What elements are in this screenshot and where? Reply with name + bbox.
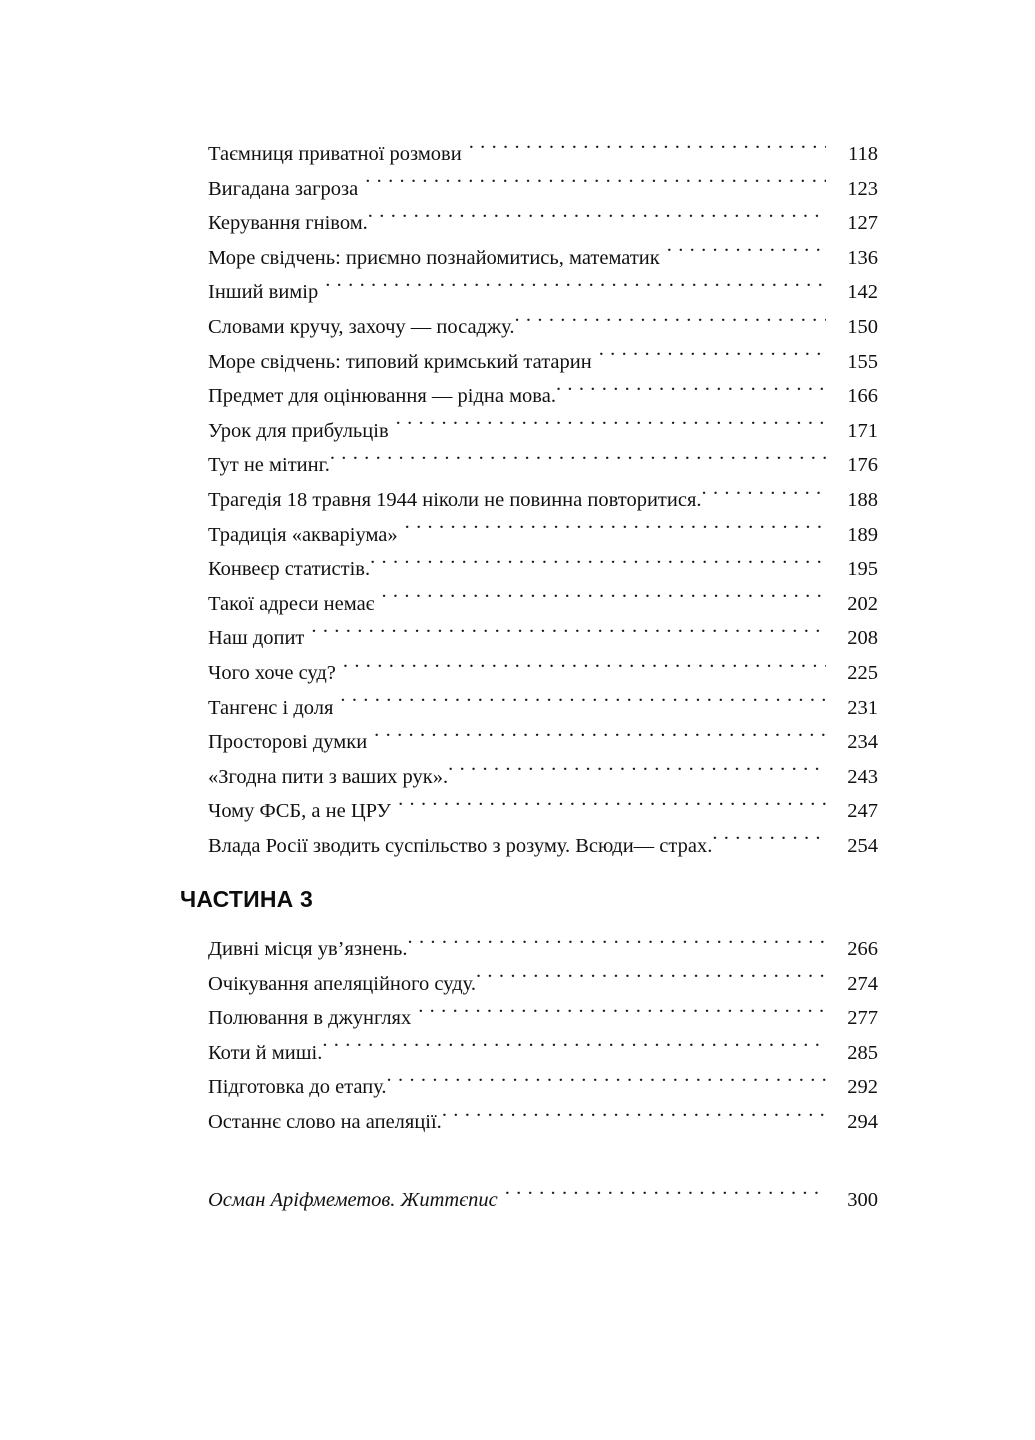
toc-entry-page-number: 243 <box>847 765 878 788</box>
toc-row[interactable] <box>208 241 878 276</box>
toc-dot-leader <box>340 693 826 714</box>
toc-entry-title: Коти й миші. <box>208 1041 323 1064</box>
toc-entry-page-number: 274 <box>847 972 878 995</box>
toc-entry-page-number: 277 <box>847 1007 878 1030</box>
toc-dot-leader <box>370 555 826 576</box>
toc-entry-title: Осман Аріфмеметов. Життєпис <box>208 1189 498 1211</box>
toc-entry-page-number: 127 <box>847 212 878 235</box>
toc-row[interactable] <box>208 310 878 345</box>
toc-dot-leader <box>408 935 826 956</box>
toc-dot-leader <box>599 347 826 368</box>
toc-entry-page-number: 136 <box>847 246 878 269</box>
toc-row[interactable] <box>208 829 878 864</box>
toc-row[interactable] <box>208 1036 878 1071</box>
toc-entry-page-number: 142 <box>847 281 878 304</box>
toc-dot-leader <box>398 797 826 818</box>
toc-row[interactable] <box>208 1183 878 1218</box>
toc-dot-leader <box>514 312 826 333</box>
toc-entry-page-number: 150 <box>847 315 878 338</box>
toc-entry-page-number: 247 <box>847 800 878 823</box>
toc-dot-leader <box>469 140 826 161</box>
toc-entry-title: Чому ФСБ, а не ЦРУ <box>208 800 392 823</box>
toc-row[interactable] <box>208 518 878 553</box>
toc-group-part2-continued <box>208 137 878 863</box>
toc-dot-leader <box>667 243 826 264</box>
toc-entry-page-number: 254 <box>847 834 878 857</box>
toc-entry-title: Дивні місця ув’язнень. <box>208 938 408 960</box>
toc-entry-page-number: 202 <box>847 592 878 615</box>
toc-entry-title: Такої адреси немає <box>208 592 375 615</box>
toc-dot-leader <box>374 728 826 749</box>
toc-row[interactable] <box>208 725 878 760</box>
toc-row[interactable] <box>208 1105 878 1140</box>
toc-row[interactable] <box>208 379 878 414</box>
toc-entry-title: Море свідчень: типовий кримський татарин <box>208 350 592 373</box>
toc-dot-leader <box>381 589 826 610</box>
toc-entry-title: Предмет для оцінювання — рідна мова. <box>208 385 556 408</box>
toc-dot-leader <box>322 1038 826 1059</box>
toc-dot-leader <box>712 831 826 852</box>
toc-entry-title: Таємниця приватної розмови <box>208 143 462 165</box>
toc-entry-page-number: 294 <box>847 1110 878 1133</box>
toc-entry-title: Підготовка до етапу. <box>208 1076 387 1099</box>
toc-entry-title: Полювання в джунглях <box>208 1007 412 1030</box>
toc-dot-leader <box>702 485 826 506</box>
toc-entry-page-number: 195 <box>847 558 878 581</box>
toc-row[interactable] <box>208 1001 878 1036</box>
toc-entry-title: Трагедія 18 травня 1944 ніколи не повинна повторитися. <box>208 488 702 511</box>
toc-entry-page-number: 176 <box>847 454 878 477</box>
toc-row[interactable] <box>208 414 878 449</box>
toc-entry-page-number: 234 <box>847 731 878 754</box>
toc-entry-title: Традиція «акваріума» <box>208 523 398 546</box>
toc-row[interactable] <box>208 656 878 691</box>
toc-dot-leader <box>442 1107 826 1128</box>
toc-entry-title: Тут не мітинг. <box>208 454 330 477</box>
toc-dot-leader <box>368 209 826 230</box>
toc-dot-leader <box>325 278 826 299</box>
toc-dot-leader <box>343 658 826 679</box>
toc-entry-title: Очікування апеляційного суду. <box>208 972 476 995</box>
toc-dot-leader <box>405 520 826 541</box>
toc-row[interactable] <box>208 621 878 656</box>
toc-row[interactable] <box>208 691 878 726</box>
toc-row[interactable] <box>208 483 878 518</box>
toc-row[interactable] <box>208 932 878 967</box>
toc-dot-leader <box>448 762 826 783</box>
toc-entry-page-number: 231 <box>847 696 878 719</box>
toc-row[interactable] <box>208 345 878 380</box>
toc-entry-title: «Згодна пити з ваших рук». <box>208 765 449 788</box>
toc-entry-page-number: 123 <box>847 177 878 200</box>
toc-row[interactable] <box>208 137 878 172</box>
toc-dot-leader <box>505 1186 826 1207</box>
toc-row[interactable] <box>208 448 878 483</box>
toc-entry-page-number: 155 <box>847 350 878 373</box>
toc-row[interactable] <box>208 172 878 207</box>
part-heading-3: ЧАСТИНА 3 <box>180 886 314 912</box>
toc-entry-title: Наш допит <box>208 627 305 650</box>
toc-entry-page-number: 300 <box>847 1189 878 1211</box>
toc-entry-page-number: 225 <box>847 661 878 684</box>
toc-dot-leader <box>396 416 826 437</box>
toc-entry-page-number: 171 <box>847 419 878 442</box>
toc-row[interactable] <box>208 552 878 587</box>
toc-entry-page-number: 189 <box>847 523 878 546</box>
toc-dot-leader <box>311 624 826 645</box>
toc-entry-title: Влада Росії зводить суспільство з розуму. Всюди— страх. <box>208 834 713 857</box>
toc-entry-title: Море свідчень: приємно познайомитись, математик <box>208 246 660 269</box>
toc-entry-page-number: 292 <box>847 1076 878 1099</box>
toc-dot-leader <box>330 451 826 472</box>
toc-row[interactable] <box>208 206 878 241</box>
toc-entry-page-number: 118 <box>848 143 878 165</box>
toc-dot-leader <box>387 1073 826 1094</box>
toc-row[interactable] <box>208 1070 878 1105</box>
toc-dot-leader <box>365 174 826 195</box>
toc-row[interactable] <box>208 794 878 829</box>
toc-group-appendix <box>208 1183 878 1218</box>
toc-entry-page-number: 208 <box>847 627 878 650</box>
toc-entry-title: Тангенс і доля <box>208 696 334 719</box>
toc-entry-page-number: 266 <box>847 938 878 960</box>
toc-entry-title: Керування гнівом. <box>208 212 368 235</box>
toc-entry-title: Інший вимір <box>208 281 319 304</box>
toc-row[interactable] <box>208 967 878 1002</box>
toc-entry-title: Просторові думки <box>208 731 368 754</box>
toc-dot-leader <box>418 1004 826 1025</box>
toc-entry-title: Урок для прибульців <box>208 419 389 442</box>
toc-dot-leader <box>476 969 826 990</box>
toc-entry-title: Останнє слово на апеляції. <box>208 1110 442 1133</box>
toc-row[interactable] <box>208 760 878 795</box>
toc-group-part3 <box>208 932 878 1140</box>
toc-entry-page-number: 166 <box>847 385 878 408</box>
toc-entry-page-number: 285 <box>847 1041 878 1064</box>
toc-dot-leader <box>556 382 826 403</box>
toc-row[interactable] <box>208 587 878 622</box>
toc-row[interactable] <box>208 275 878 310</box>
toc-entry-title: Словами кручу, захочу — посаджу. <box>208 315 515 338</box>
toc-entry-title: Вигадана загроза <box>208 177 359 200</box>
toc-entry-title: Чого хоче суд? <box>208 661 336 684</box>
toc-entry-title: Конвеєр статистів. <box>208 558 371 581</box>
toc-entry-page-number: 188 <box>847 488 878 511</box>
